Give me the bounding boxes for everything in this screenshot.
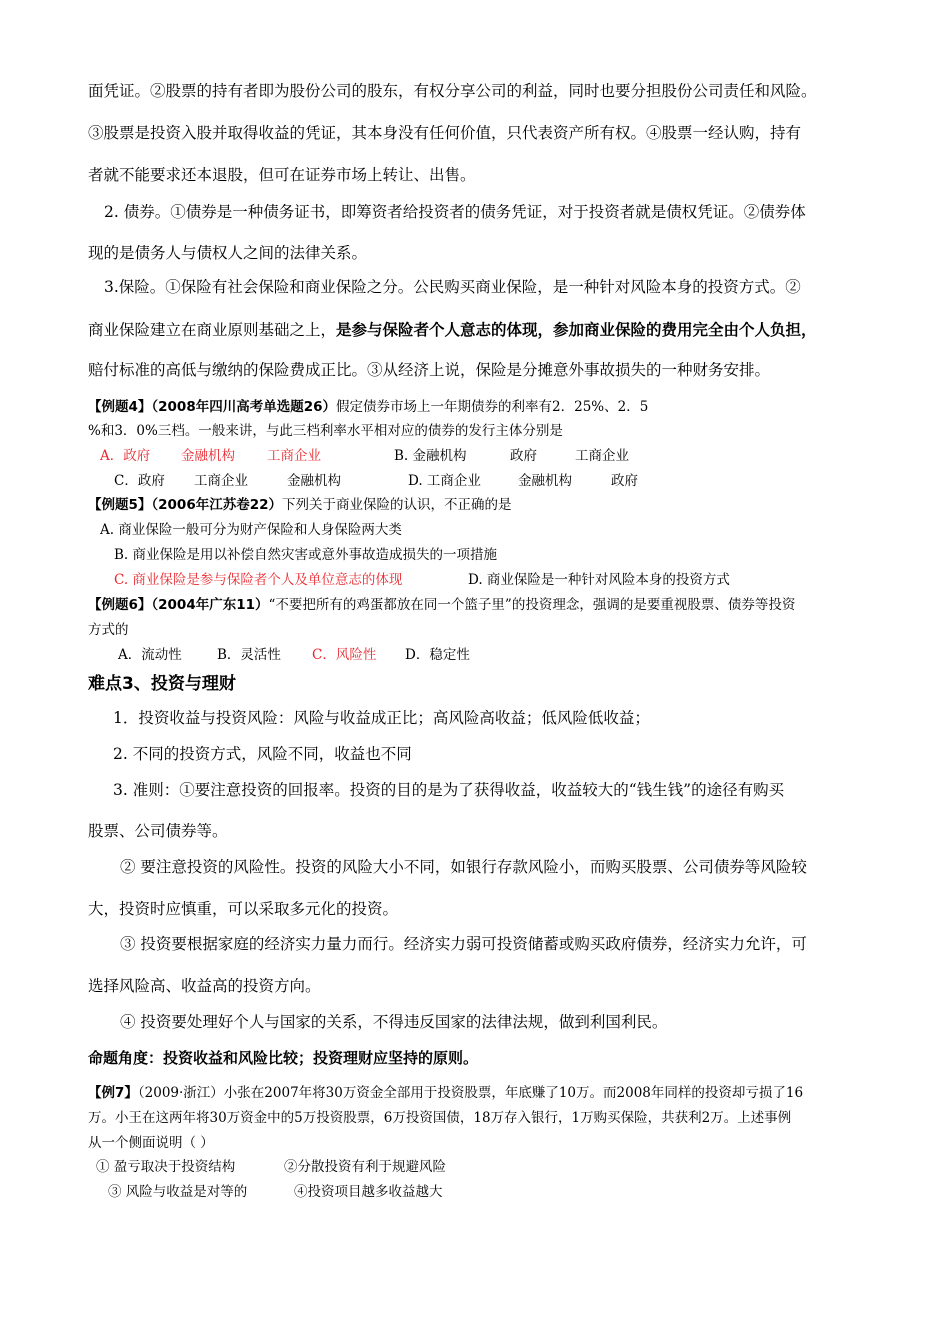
- paragraph-insurance-line3: 赔付标准的高低与缴纳的保险费成正比。③从经济上说，保险是分摊意外事故损失的一种财务安排。: [88, 361, 771, 379]
- example7-option-2: ②分散投资有利于规避风险: [284, 1159, 446, 1175]
- example4-option-b-2: 政府: [510, 448, 537, 464]
- example6-option-c: C．风险性: [312, 647, 377, 663]
- section3-item1: 1．投资收益与投资风险：风险与收益成正比；高风险高收益；低风险低收益；: [113, 709, 650, 727]
- example4-option-c-2: 工商企业: [194, 473, 248, 489]
- example4-option-a-2: 金融机构: [181, 448, 235, 464]
- example6-option-b: B．灵活性: [217, 647, 281, 663]
- example7-line2: 万。小王在这两年将30万资金中的5万投资股票，6万投资国债，18万存入银行，1万购买保险，共获利2万。上述事例: [88, 1110, 792, 1126]
- question-angle: 命题角度：投资收益和风险比较；投资理财应坚持的原则。: [88, 1049, 479, 1067]
- paragraph-bond-line1: 2. 债券。①债券是一种债务证书，即筹资者给投资者的债务凭证，对于投资者就是债权凭证。②债券体: [104, 203, 806, 221]
- example4-option-a-3: 工商企业: [267, 448, 321, 464]
- paragraph-stock-line1: 面凭证。②股票的持有者即为股份公司的股东，有权分享公司的利益，同时也要分担股份公司责任和风险。: [88, 82, 817, 100]
- section-heading: 难点3、投资与理财: [88, 674, 236, 694]
- example7-text1: （2009·浙江）小张在2007年将30万资金全部用于投资股票，年底赚了10万。而2008年同样的投资却亏损了16: [137, 1085, 804, 1101]
- example4-option-d-2: 金融机构: [518, 473, 572, 489]
- example6-question-line1: [88, 596, 795, 614]
- example5-tag: 【例题5】（2006年江苏卷22）: [88, 497, 283, 513]
- paragraph-stock-line3: 者就不能要求还本退股，但可在证券市场上转让、出售。: [88, 166, 476, 184]
- section3-item3-line2: 股票、公司债券等。: [88, 822, 228, 840]
- example5-option-d: D. 商业保险是一种针对风险本身的投资方式: [468, 572, 730, 588]
- section3-item2: 2. 不同的投资方式，风险不同，收益也不同: [113, 745, 412, 763]
- section3-item5-line1: ③ 投资要根据家庭的经济实力量力而行。经济实力弱可投资储蓄或购买政府债券，经济实力允许，可: [120, 935, 807, 953]
- example5-option-b: B. 商业保险是用以补偿自然灾害或意外事故造成损失的一项措施: [114, 547, 498, 563]
- example7-line3: 从一个侧面说明（ ）: [88, 1135, 214, 1151]
- paragraph-insurance-line2: [88, 320, 817, 340]
- example4-option-d-3: 政府: [611, 473, 638, 489]
- example4-option-a-1: A．政府: [100, 448, 151, 464]
- example7-option-4: ④投资项目越多收益越大: [294, 1184, 443, 1200]
- example6-tag: 【例题6】（2004年广东11）: [88, 597, 269, 613]
- example5-option-c: C. 商业保险是参与保险者个人及单位意志的体现: [114, 572, 403, 588]
- paragraph-stock-line2: ③股票是投资入股并取得收益的凭证，其本身没有任何价值，只代表资产所有权。④股票一经认购，持有: [88, 124, 802, 142]
- example4-option-c-1: C．政府: [114, 473, 165, 489]
- example7-option-1: ① 盈亏取决于投资结构: [96, 1159, 236, 1175]
- example5-option-a: A. 商业保险一般可分为财产保险和人身保险两大类: [100, 522, 402, 538]
- example7-tag: 【例7】: [88, 1085, 138, 1101]
- example6-text1: “不要把所有的鸡蛋都放在同一个篮子里”的投资理念，强调的是要重视股票、债券等投资: [268, 597, 796, 613]
- section3-item6: ④ 投资要处理好个人与国家的关系，不得违反国家的法律法规，做到利国利民。: [120, 1013, 668, 1031]
- section3-item4-line2: 大，投资时应慎重，可以采取多元化的投资。: [88, 900, 399, 918]
- section3-item4-line1: ② 要注意投资的风险性。投资的风险大小不同，如银行存款风险小，而购买股票、公司债券等风险较: [120, 858, 807, 876]
- example6-option-a: A．流动性: [118, 647, 182, 663]
- section3-item3-line1: 3. 准则：①要注意投资的回报率。投资的目的是为了获得收益，收益较大的“钱生钱”的途径有购买: [113, 781, 785, 799]
- insurance-line2-normal: 商业保险建立在商业原则基础之上，: [88, 321, 337, 339]
- example4-option-b-1: B. 金融机构: [394, 448, 467, 464]
- example7-line1: [88, 1084, 803, 1102]
- paragraph-bond-line2: 现的是债务人与债权人之间的法律关系。: [88, 244, 368, 262]
- example6-question-line2: 方式的: [88, 622, 129, 638]
- example7-option-3: ③ 风险与收益是对等的: [108, 1184, 248, 1200]
- example4-question-line2: %和3．0%三档。一般来讲，与此三档利率水平相对应的债券的发行主体分别是: [88, 423, 563, 439]
- insurance-line2-bold: 是参与保险者个人意志的体现，参加商业保险的费用完全由个人负担，: [336, 321, 817, 339]
- section3-item5-line2: 选择风险高、收益高的投资方向。: [88, 977, 321, 995]
- example5-question: [88, 496, 512, 514]
- example4-tag: 【例题4】（2008年四川高考单选题26）: [88, 399, 337, 415]
- example4-option-d-1: D. 工商企业: [408, 473, 481, 489]
- example5-text: 下列关于商业保险的认识，不正确的是: [282, 497, 512, 513]
- example4-text1: 假定债券市场上一年期债券的利率有2．25%、2．5: [336, 399, 649, 415]
- example4-option-c-3: 金融机构: [287, 473, 341, 489]
- example4-option-b-3: 工商企业: [575, 448, 629, 464]
- example6-option-d: D．稳定性: [405, 647, 470, 663]
- example4-question-line1: [88, 398, 648, 416]
- paragraph-insurance-line1: 3.保险。①保险有社会保险和商业保险之分。公民购买商业保险，是一种针对风险本身的投资方式。②: [104, 278, 801, 296]
